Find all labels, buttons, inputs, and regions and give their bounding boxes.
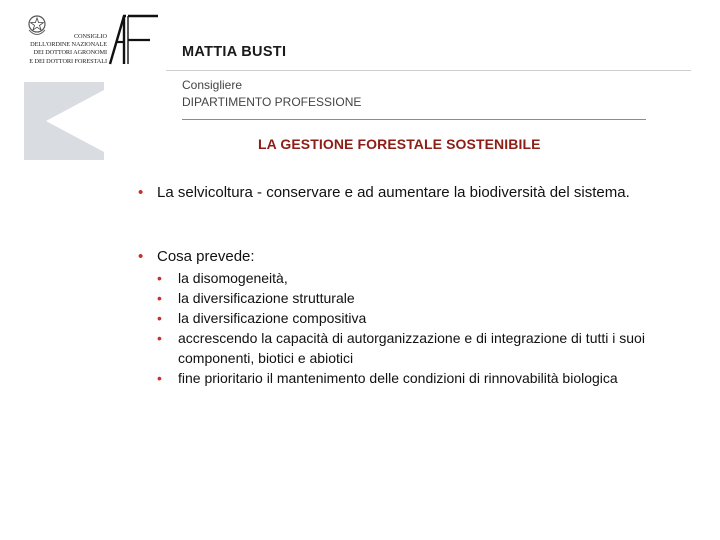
bullet-text: Cosa prevede: xyxy=(157,248,255,265)
speaker-role: Consigliere xyxy=(182,78,243,92)
sub-bullet-icon: • xyxy=(157,290,162,306)
council-line: CONSIGLIO xyxy=(73,33,107,40)
bullet-icon: • xyxy=(138,184,144,201)
council-line: E DEI DOTTORI FORESTALI xyxy=(29,57,107,65)
council-line: DEI DOTTORI AGRONOMI xyxy=(33,49,107,57)
bullet-text: La selvicoltura - conservare e ad aumentare la biodiversità del sistema. xyxy=(157,184,630,201)
council-line: DELL'ORDINE NAZIONALE xyxy=(30,41,107,49)
sub-bullet-icon: • xyxy=(157,330,162,346)
header-divider xyxy=(166,70,691,71)
bullet-list-item xyxy=(138,247,698,388)
bullet-list-item xyxy=(138,182,658,203)
sub-bullet-item xyxy=(138,288,698,308)
sub-bullet-icon: • xyxy=(157,310,162,326)
sub-bullet-text: fine prioritario il mantenimento delle condizioni di rinnovabilità biologica xyxy=(178,370,618,386)
sub-bullet-text: la diversificazione strutturale xyxy=(178,290,355,306)
bullet-icon: • xyxy=(138,248,144,265)
sub-bullet-text: la diversificazione compositiva xyxy=(178,310,367,326)
council-name xyxy=(27,33,107,66)
sub-bullet-icon: • xyxy=(157,270,162,286)
speaker-name: MATTIA BUSTI xyxy=(182,44,287,60)
sub-bullet-item xyxy=(138,308,698,328)
department-name: DIPARTIMENTO PROFESSIONE xyxy=(182,95,362,109)
sub-bullet-item xyxy=(138,328,698,368)
sub-bullet-item xyxy=(138,368,698,388)
af-logo-icon xyxy=(106,14,160,66)
department-divider xyxy=(182,119,646,120)
sub-bullet-item xyxy=(138,268,698,288)
sub-bullet-text: accrescendo la capacità di autorganizzazione e di integrazione di tutti i suoi componenti, biotici e abiotici xyxy=(178,330,645,366)
chevron-decoration-icon xyxy=(24,82,104,160)
sub-bullet-icon: • xyxy=(157,370,162,386)
slide-title: LA GESTIONE FORESTALE SOSTENIBILE xyxy=(258,136,541,152)
sub-bullet-text: la disomogeneità, xyxy=(178,270,288,286)
